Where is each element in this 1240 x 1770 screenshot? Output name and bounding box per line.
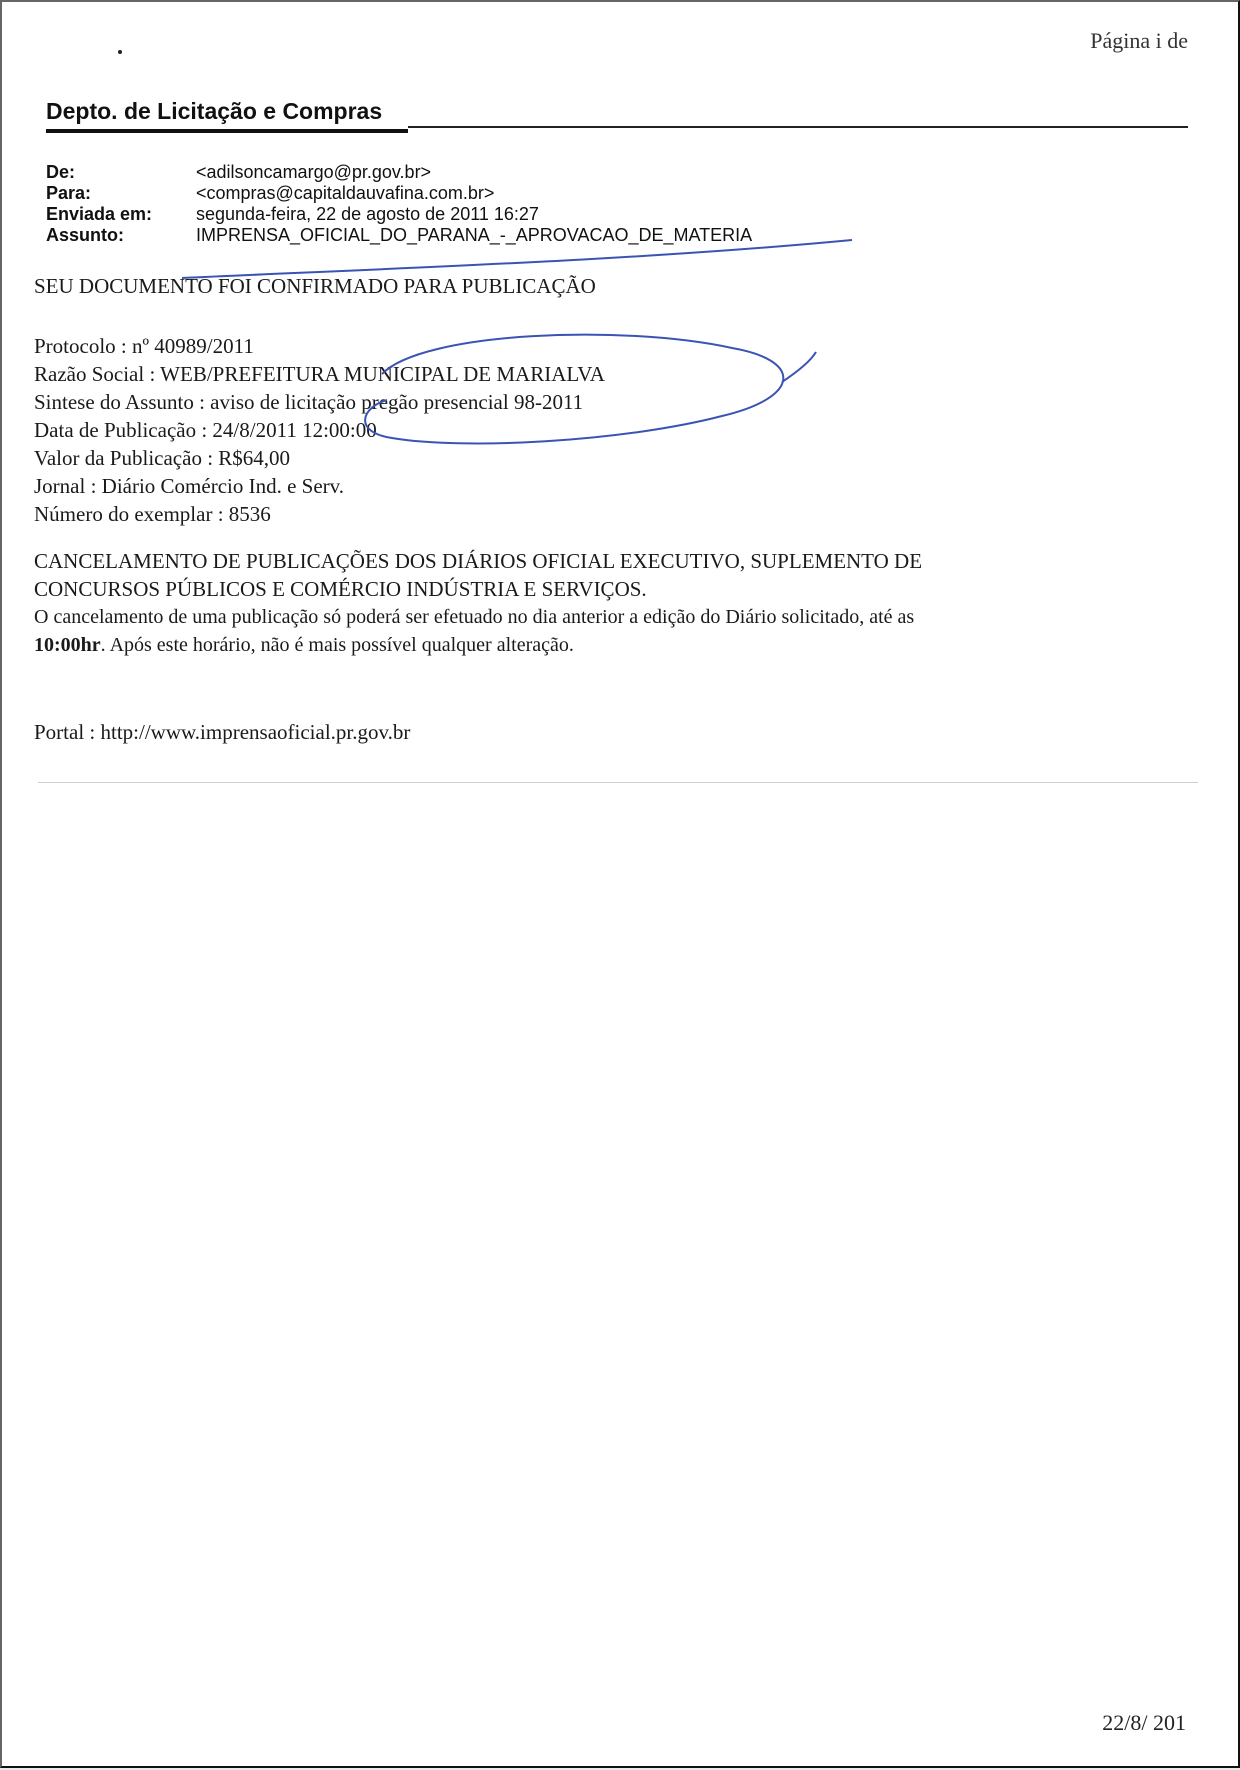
cancellation-notice [34, 547, 1174, 659]
page-number: Página i de [1090, 28, 1188, 53]
valor-line: Valor da Publicação : R$64,00 [34, 446, 291, 470]
pen-annotation [2, 2, 1240, 1770]
subject-label: Assunto: [46, 225, 124, 245]
pen-tail [782, 352, 816, 382]
sent-row [46, 204, 752, 225]
email-header [46, 162, 752, 246]
to-row [46, 183, 752, 204]
from-label: De: [46, 162, 76, 182]
portal-line: Portal : http://www.imprensaoficial.pr.gov.br [34, 720, 411, 744]
subject-row [46, 225, 752, 246]
jornal-line: Jornal : Diário Comércio Ind. e Serv. [34, 474, 345, 498]
scan-speck [118, 50, 122, 54]
data-publicacao-line: Data de Publicação : 24/8/2011 12:00:00 [34, 418, 377, 442]
sent-label: Enviada em: [46, 204, 153, 224]
razao-social-line: Razão Social : WEB/PREFEITURA MUNICIPAL DE MARIALVA [34, 362, 605, 386]
subject-value: IMPRENSA_OFICIAL_DO_PARANA_-_APROVACAO_DE_MATERIA [196, 225, 753, 245]
cancellation-note-end: . Após este horário, não é mais possível qualquer alteração. [100, 634, 574, 656]
publication-details [34, 332, 605, 528]
protocolo-line: Protocolo : nº 40989/2011 [34, 334, 254, 358]
confirmation-heading: SEU DOCUMENTO FOI CONFIRMADO PARA PUBLICAÇÃO [34, 274, 596, 298]
footer-divider [38, 782, 1198, 783]
from-value: <adilsoncamargo@pr.gov.br> [196, 162, 432, 182]
title-underline [46, 129, 408, 133]
cancellation-title-line-1: CANCELAMENTO DE PUBLICAÇÕES DOS DIÁRIOS OFICIAL EXECUTIVO, SUPLEMENTO DE [34, 549, 923, 573]
cancellation-note [34, 603, 1174, 659]
sent-value: segunda-feira, 22 de agosto de 2011 16:27 [196, 204, 539, 224]
cancellation-note-start: O cancelamento de uma publicação só poderá ser efetuado no dia anterior a edição do Diário solicitado, até as [34, 606, 915, 628]
to-label: Para: [46, 183, 92, 203]
numero-exemplar-line: Número do exemplar : 8536 [34, 502, 271, 526]
department-title: Depto. de Licitação e Compras [46, 98, 383, 124]
cancellation-title-line-2: CONCURSOS PÚBLICOS E COMÉRCIO INDÚSTRIA E SERVIÇOS. [34, 577, 647, 601]
header-divider [408, 126, 1188, 128]
from-row [46, 162, 752, 183]
cancellation-deadline: 10:00hr [34, 634, 101, 656]
footer-date: 22/8/ 201 [1102, 1710, 1186, 1735]
sintese-line: Sintese do Assunto : aviso de licitação pregão presencial 98-2011 [34, 390, 584, 414]
to-value: <compras@capitaldauvafina.com.br> [196, 183, 495, 203]
